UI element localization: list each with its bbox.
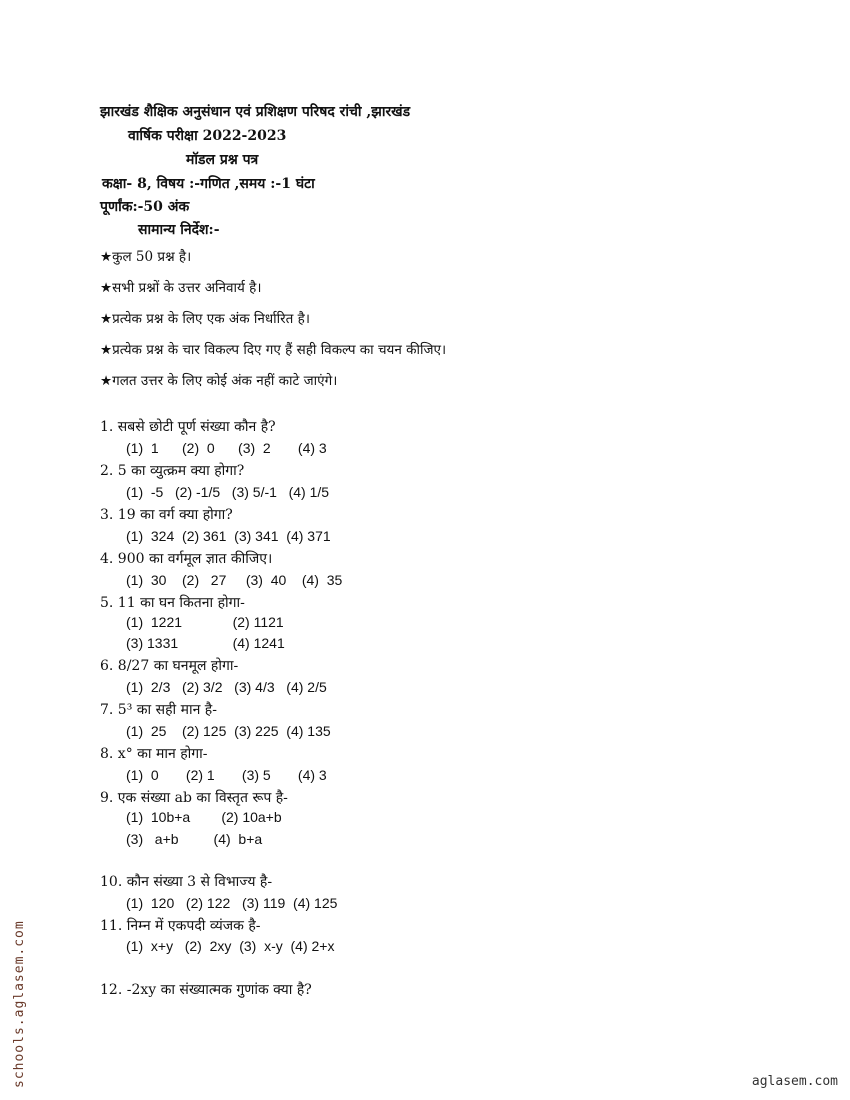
question-8: 8. x° का मान होगा-	[100, 746, 208, 762]
question-12: 12. -2xy का संख्यात्मक गुणांक क्या है?	[100, 982, 312, 998]
question-7-options: (1) 25 (2) 125 (3) 225 (4) 135	[126, 723, 331, 739]
question-2-options: (1) -5 (2) -1/5 (3) 5/-1 (4) 1/5	[126, 484, 330, 500]
question-1-options: (1) 1 (2) 0 (3) 2 (4) 3	[126, 440, 327, 456]
instruction-item: ★सभी प्रश्नों के उत्तर अनिवार्य है।	[100, 280, 262, 296]
instruction-item: ★प्रत्येक प्रश्न के चार विकल्प दिए गए हैं सही विकल्प का चयन कीजिए।	[100, 342, 447, 358]
question-10-options: (1) 120 (2) 122 (3) 119 (4) 125	[126, 895, 338, 911]
instruction-item: ★प्रत्येक प्रश्न के लिए एक अंक निर्धारित है।	[100, 311, 310, 327]
question-4: 4. 900 का वर्गमूल ज्ञात कीजिए।	[100, 551, 273, 567]
question-5-options: (3) 1331 (4) 1241	[126, 635, 285, 651]
question-11: 11. निम्न में एकपदी व्यंजक है-	[100, 918, 261, 934]
question-7: 7. 5³ का सही मान है-	[100, 702, 217, 718]
question-9: 9. एक संख्या ab का विस्तृत रूप है-	[100, 790, 288, 806]
question-9-options: (1) 10b+a (2) 10a+b	[126, 809, 282, 825]
instruction-item: ★गलत उत्तर के लिए कोई अंक नहीं काटे जाएंगे।	[100, 373, 338, 389]
question-3: 3. 19 का वर्ग क्या होगा?	[100, 507, 233, 523]
question-8-options: (1) 0 (2) 1 (3) 5 (4) 3	[126, 767, 327, 783]
question-3-options: (1) 324 (2) 361 (3) 341 (4) 371	[126, 528, 331, 544]
header-paper: मॉडल प्रश्न पत्र	[186, 152, 259, 168]
header-general-instructions: सामान्य निर्देश:-	[138, 222, 220, 238]
header-full-marks: पूर्णांक:-50 अंक	[100, 199, 190, 215]
question-2: 2. 5 का व्युत्क्रम क्या होगा?	[100, 463, 245, 479]
header-exam: वार्षिक परीक्षा 2022-2023	[128, 128, 287, 144]
instruction-item: ★कुल 50 प्रश्न है।	[100, 249, 192, 265]
side-watermark: schools.aglasem.com	[12, 920, 27, 1088]
question-4-options: (1) 30 (2) 27 (3) 40 (4) 35	[126, 572, 343, 588]
question-11-options: (1) x+y (2) 2xy (3) x-y (4) 2+x	[126, 938, 335, 954]
corner-watermark: aglasem.com	[751, 1074, 838, 1089]
question-9-options: (3) a+b (4) b+a	[126, 831, 263, 847]
header-class-subject-time: कक्षा- 8, विषय :-गणित ,समय :-1 घंटा	[102, 176, 315, 192]
question-5: 5. 11 का घन कितना होगा-	[100, 595, 245, 611]
question-5-options: (1) 1221 (2) 1121	[126, 614, 284, 630]
question-6-options: (1) 2/3 (2) 3/2 (3) 4/3 (4) 2/5	[126, 679, 327, 695]
question-6: 6. 8/27 का घनमूल होगा-	[100, 658, 239, 674]
question-1: 1. सबसे छोटी पूर्ण संख्या कौन है?	[100, 419, 276, 435]
question-10: 10. कौन संख्या 3 से विभाज्य है-	[100, 874, 273, 890]
header-org: झारखंड शैक्षिक अनुसंधान एवं प्रशिक्षण परिषद रांची ,झारखंड	[100, 104, 411, 120]
